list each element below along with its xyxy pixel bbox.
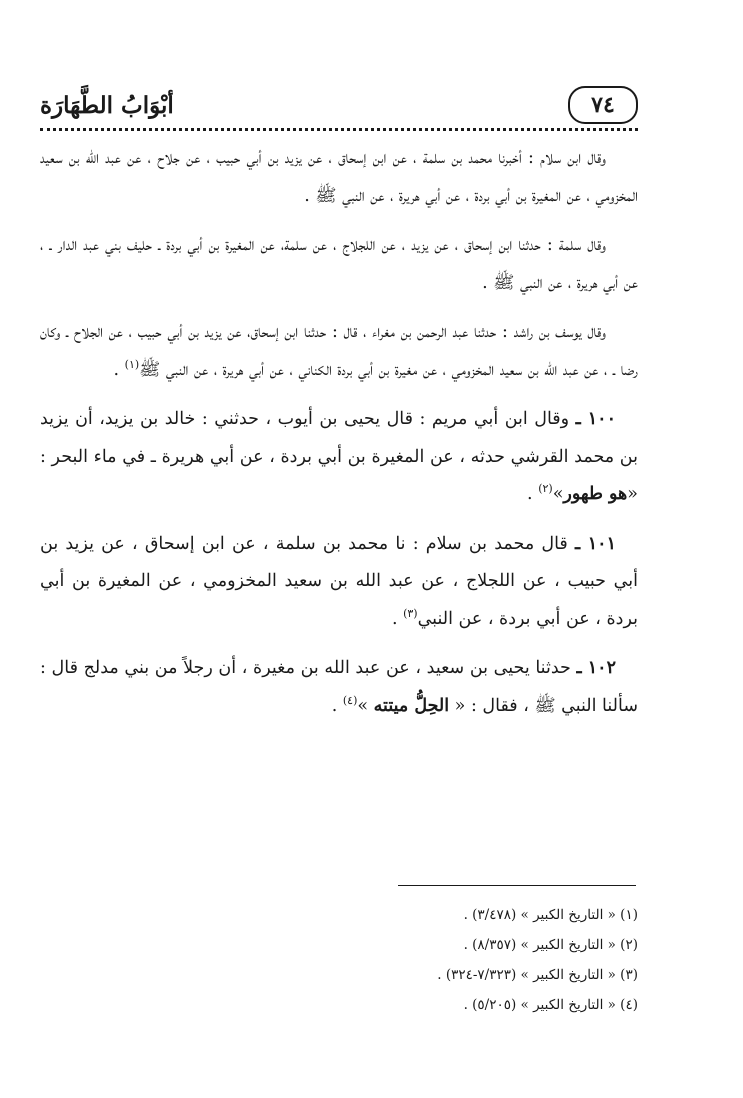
main-text <box>40 140 638 737</box>
quote-close: » <box>552 484 564 504</box>
footnote: (٣) « التاريخ الكبير » (٧/٣٢٣-٣٢٤) . <box>437 967 638 983</box>
footnote: (١) « التاريخ الكبير » (٣/٤٧٨) . <box>463 907 638 923</box>
running-title: أبْوَابُ الطَّهَارَة <box>40 92 174 119</box>
paragraph-tail: . <box>391 608 404 629</box>
paragraph-tail: . <box>331 695 343 716</box>
hadith-100 <box>40 401 638 514</box>
footnote: (٤) « التاريخ الكبير » (٥/٢٠٥) . <box>463 997 638 1013</box>
footnote-ref: (٤) <box>342 693 358 707</box>
paragraph-tail: . <box>113 359 125 380</box>
footnote-ref: (١) <box>124 357 140 371</box>
hadith-101 <box>40 526 638 639</box>
paragraph <box>40 314 638 389</box>
paragraph-text: حدثنا يحيى بن سعيد ، عن عبد الله بن مغيرة ، أن رجلاً من بني مدلج قال : سألنا النبي ﷺ ، فقال : « <box>40 658 638 716</box>
footnote-ref: (٣) <box>403 606 418 620</box>
footnotes <box>300 900 638 1020</box>
paragraph-text: قال محمد بن سلام : نا محمد بن سلمة ، عن ابن إسحاق ، عن يزيد بن أبي حبيب ، عن اللجلاج ، عن عبد الله بن سعيد المخزومي ، عن المغيرة بن أبي بردة ، عن أبي بردة ، عن النبي <box>40 533 638 629</box>
paragraph-text: وقال يوسف بن راشد : حدثنا عبد الرحمن بن مغراء ، قال : حدثنا ابن إسحاق، عن يزيد بن أبي حبيب ، عن الجلاح ـ وكان رضا ـ ، عن عبد الله بن سعيد المخزومي ، عن مغيرة بن أبي بردة الكناني ، عن أبي هريرة ، عن النبي ﷺ <box>40 322 638 380</box>
paragraph-tail: . <box>527 484 539 504</box>
header-divider <box>40 128 638 131</box>
quote-close: » <box>357 695 374 716</box>
footnote-ref: (٢) <box>538 482 553 496</box>
hadith-number: ١٠٢ ـ <box>576 658 616 678</box>
hadith-quote: الحِلُّ ميتته <box>373 695 450 716</box>
footnote: (٢) « التاريخ الكبير » (٨/٣٥٧) . <box>463 937 638 953</box>
hadith-number: ١٠٠ ـ <box>575 409 616 429</box>
footnote-divider <box>398 885 636 886</box>
hadith-quote: هو طهور <box>563 484 628 504</box>
paragraph-text: وقال ابن سلام : أخبرنا محمد بن سلمة ، عن ابن إسحاق ، عن يزيد بن أبي حبيب ، عن جلاح ، عن عبد الله بن سعيد المخزومي ، عن المغيرة بن أبي بردة ، عن أبي هريرة ، عن النبي ﷺ . <box>40 148 638 206</box>
paragraph-text: وقال سلمة : حدثنا ابن إسحاق ، عن يزيد ، عن اللجلاج ، عن سلمة، عن المغيرة بن أبي بردة ـ حليف بني عبد الدار ـ ، عن أبي هريرة ، عن النبي ﷺ . <box>40 235 638 293</box>
paragraph <box>40 140 638 215</box>
paragraph-text: وقال ابن أبي مريم : قال يحيى بن أيوب ، حدثني : خالد بن يزيد، أن يزيد بن محمد القرشي حدثه ، عن المغيرة بن أبي بردة ، عن أبي هريرة ـ في ماء البحر : « <box>40 409 638 504</box>
hadith-number: ١٠١ ـ <box>574 533 616 554</box>
page-header <box>40 86 638 130</box>
hadith-102 <box>40 650 638 725</box>
page-number: ٧٤ <box>568 86 638 124</box>
paragraph <box>40 227 638 302</box>
